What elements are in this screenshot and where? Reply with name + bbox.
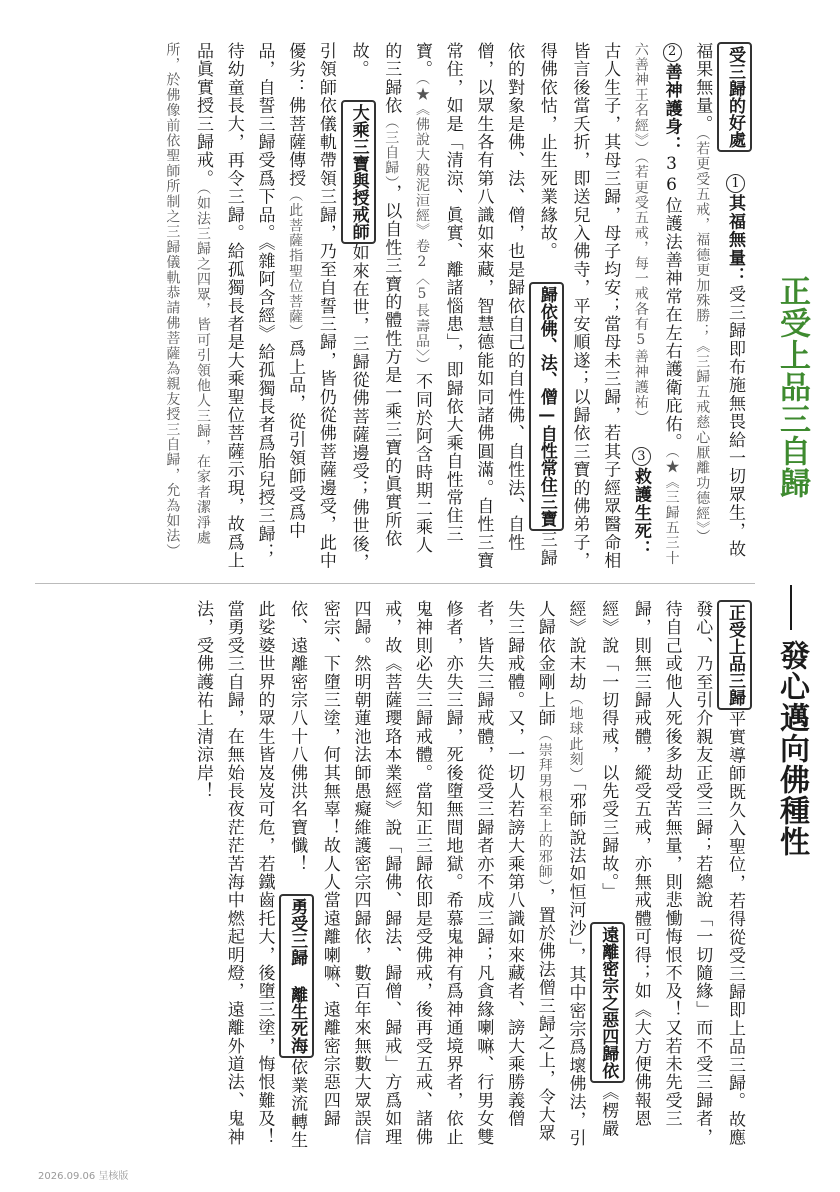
number-badge-2: 2 (664, 44, 680, 61)
benefit-2-text: 36位護法善神常在左右護衛庇佑。 (661, 154, 682, 452)
avoid-tantra-text-3: ，置於佛法僧三歸之上，令大眾失三歸戒體。又，一切人若謗大乘第八識如來藏者、謗大乘勝義僧者，皆失三歸戒體，從受三歸者亦不成三歸；凡貪緣喇嘛、行男女雙修者，亦失三歸，死後墮無間地獄。希慕鬼神有爲神通境界者，依止鬼神則必失三歸戒體。當知正三歸依即是受佛戒，後再受五戒、諸佛戒，故《菩薩瓔珞本業經》說「歸佛、歸法、歸僧、歸戒」方爲如理四歸。然明朝蓮池法師愚癡維護密宗四歸依，數百年來無數大眾誤信密宗、下墮三塗，何其無辜！故人人當遠離喇嘛、遠離密宗惡四歸依、遠離密宗八十八佛洪名寶懺！ (287, 600, 555, 1146)
three-jewels-note: （★《佛說大般泥洹經》卷2〈5長壽品〉） (413, 78, 430, 373)
avoid-tantra-text-2: 「邪師說法如恒河沙」，其中密宗爲壞佛法，引人歸依金剛上師 (534, 600, 586, 1148)
title-dash (790, 585, 792, 630)
heading-preceptor: 大乘三寶與授戒師 (341, 100, 376, 244)
section-divider (35, 583, 755, 584)
heading-avoid-tantra: 遠離密宗之惡四歸依 (590, 922, 625, 1083)
page-title: 正受上品三自歸 (774, 275, 810, 499)
preceptor-text-2: 爲上品，從引領師受爲中品，自誓三歸受爲下品。《雜阿含經》給孤獨長者爲胎兒授三歸；待幼童長大，再令三歸。給孤獨長者是大乘聖位菩薩示現，故爲上品眞實授三歸戒。 (193, 42, 306, 570)
benefit-2-note: （★《三歸五三十六善神王名經》）（若更受五戒，每一戒各有5善神護祐） (632, 42, 680, 566)
heading-three-jewels: 歸依佛、法、僧—自性常住三寶 (529, 282, 564, 531)
three-jewels-note-2: （三自歸） (383, 114, 400, 184)
number-badge-1: 1 (728, 175, 743, 192)
preceptor-note-2: （如法三歸之四眾，皆可引領他人三歸，在家者潔淨處所，於佛像前依聖師所制之三歸儀軌恭請佛菩薩為親友授三自歸，允為如法） (164, 42, 212, 559)
top-section (157, 42, 752, 572)
page-subtitle: 發心邁向佛種性 (774, 640, 809, 857)
bottom-section (187, 600, 752, 1155)
benefit-1-text: 受三歸即布施無畏給一切眾生，故福果無量。 (692, 42, 745, 559)
avoid-tantra-text: 《楞嚴經》說末劫 (565, 600, 619, 1138)
number-badge-3: 3 (633, 448, 649, 465)
three-jewels-text-2: 不同於阿含時期二乘人的三歸依 (381, 42, 432, 555)
preceptor-note: （此菩薩指聖位菩薩） (287, 187, 304, 340)
three-jewels-text: 三歸依的對象是佛、法、僧，也是歸依自己的自性佛、自性法、自性僧，以眾生各有第八識如來藏，智慧德能如同諸佛圓滿。自性三寶常住，如是「清涼、眞實、離諸惱患」，即歸依大乘自性常住三寶。 (411, 42, 557, 570)
preceptor-text: 如來在世，三歸從佛菩薩邊受；佛世後，引領師依儀軌帶領三歸，乃至自誓三歸，皆仍從佛菩薩邊受，此中優劣：佛菩薩傳授 (285, 42, 369, 572)
three-jewels-text-3: ，以自性三寶的體性方是一乘三寶的眞實所依故。 (348, 42, 402, 548)
heading-brave-refuge: 勇受三歸 離生死海 (279, 894, 314, 1058)
avoid-tantra-note: （地球此刻） (567, 691, 584, 783)
benefit-2-lead: 善神護身： (661, 63, 682, 154)
benefit-1-lead: 其福無量： (725, 194, 745, 286)
benefit-1-note: （若更受五戒，福德更加殊勝；《三歸五戒慈心厭離功德經》） (694, 133, 711, 545)
upper-grade-text: 平實導師既久入聖位，若得從受三歸即上品三歸。故應發心、乃至引介親友正受三歸；若總說「一切隨緣」而不受三歸者，待自己或他人死後多劫受苦無量，則悲慟悔恨不及！又若未先受三歸，則無三歸戒體，縱受五戒，亦無戒體可得；如《大方便佛報恩經》說「一切得戒，以先受三歸故。」 (598, 600, 745, 1147)
brave-refuge-text: 依業流轉生此娑婆世界的眾生皆岌岌可危，若鐵齒托大，後墮三塗，悔恨難及！當勇受三自歸，在無始長夜茫茫苦海中燃起明燈，遠離外道法、鬼神法，受佛護祐上清涼岸！ (193, 600, 308, 1150)
benefit-3-text: 古人生子，其母三歸，母子均安；當母未三歸，若其子經眾醫命相皆言後當夭折，即送兒入佛寺，平安順遂；以歸依三寶的佛弟子，得佛依怙，止生死業緣故。 (536, 42, 621, 570)
heading-benefits: 受三歸的好處 (717, 42, 752, 152)
footer-version: 2026.09.06 呈核版 (38, 1171, 129, 1182)
avoid-tantra-note-2: （崇拜男根至上的邪師） (536, 727, 553, 888)
heading-upper-grade: 正受上品三歸 (717, 600, 752, 710)
benefit-3-lead: 救護生死： (630, 467, 651, 559)
